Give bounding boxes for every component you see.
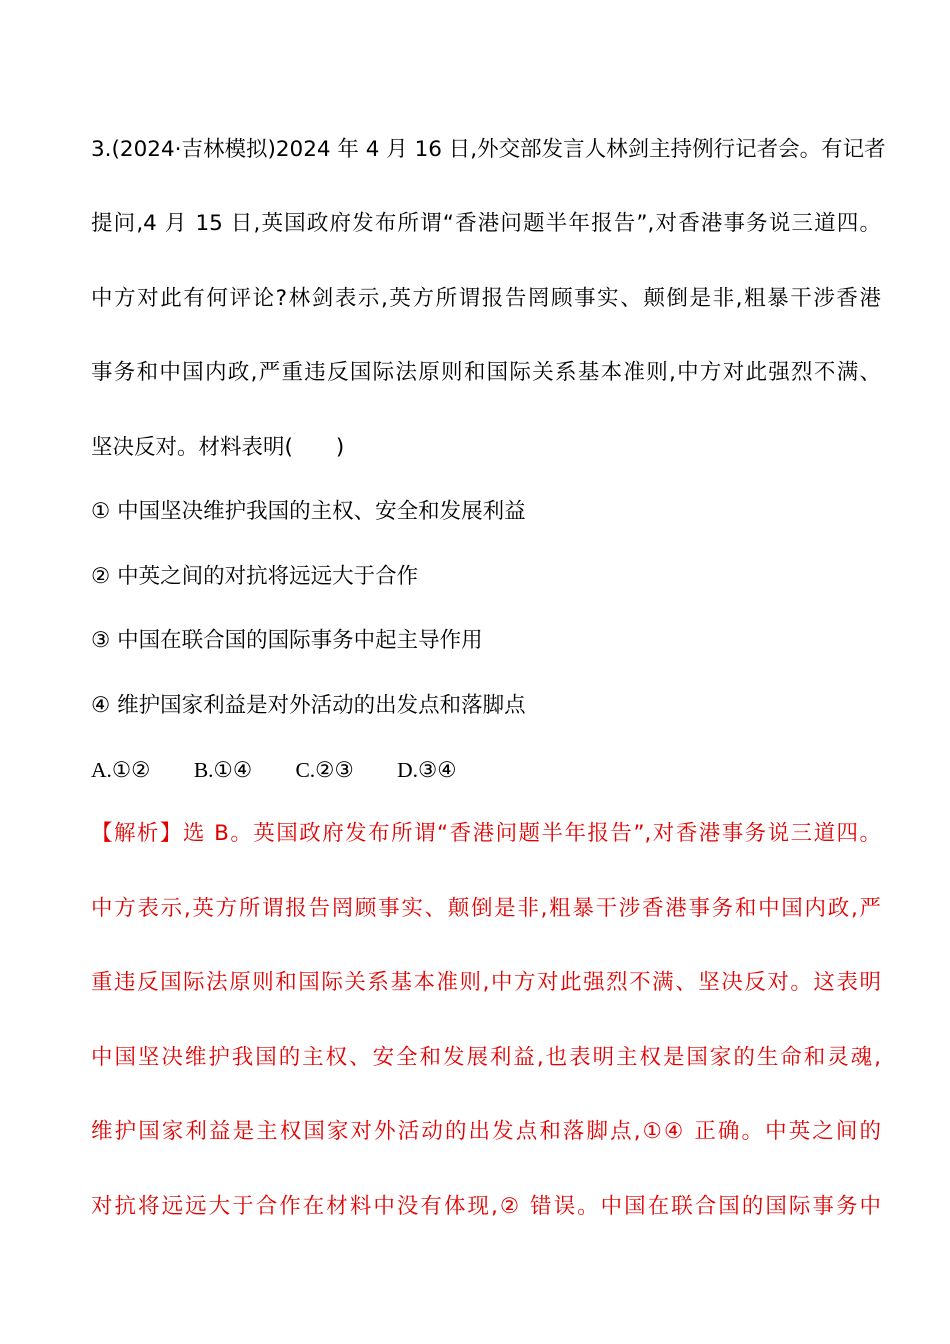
question-line-2: 提问,4 月 15 日,英国政府发布所谓“香港问题半年报告”,对香港事务说三道四。 [91,211,881,236]
question-line-3: 中方对此有何评论?林剑表示,英方所谓报告罔顾事实、颠倒是非,粗暴干涉香港 [91,286,881,311]
option-d: D.③④ [397,758,457,782]
statement-1: ① 中国坚决维护我国的主权、安全和发展利益 [91,499,526,524]
analysis-line-5: 维护国家利益是主权国家对外活动的出发点和落脚点,①④ 正确。中英之间的 [91,1119,881,1144]
analysis-line-6: 对抗将远远大于合作在材料中没有体现,② 错误。中国在联合国的国际事务中 [91,1194,881,1219]
analysis-line-4: 中国坚决维护我国的主权、安全和发展利益,也表明主权是国家的生命和灵魂, [91,1045,881,1070]
question-line-5: 坚决反对。材料表明( ) [91,435,345,460]
analysis-line-3: 重违反国际法原则和国际关系基本准则,中方对此强烈不满、坚决反对。这表明 [91,970,881,995]
answer-options [91,755,881,785]
question-line-4: 事务和中国内政,严重违反国际法原则和国际关系基本准则,中方对此强烈不满、 [91,360,881,385]
option-a: A.①② [91,758,151,782]
statement-4: ④ 维护国家利益是对外活动的出发点和落脚点 [91,693,526,718]
statement-3: ③ 中国在联合国的国际事务中起主导作用 [91,628,483,653]
option-c: C.②③ [295,758,354,782]
analysis-line-1: 【解析】选 B。英国政府发布所谓“香港问题半年报告”,对香港事务说三道四。 [91,821,881,846]
question-line-1: 3.(2024·吉林模拟)2024 年 4 月 16 日,外交部发言人林剑主持例行记者会。有记者 [91,137,886,162]
statement-2: ② 中英之间的对抗将远远大于合作 [91,564,419,589]
option-b: B.①④ [193,758,253,782]
analysis-line-2: 中方表示,英方所谓报告罔顾事实、颠倒是非,粗暴干涉香港事务和中国内政,严 [91,896,881,921]
